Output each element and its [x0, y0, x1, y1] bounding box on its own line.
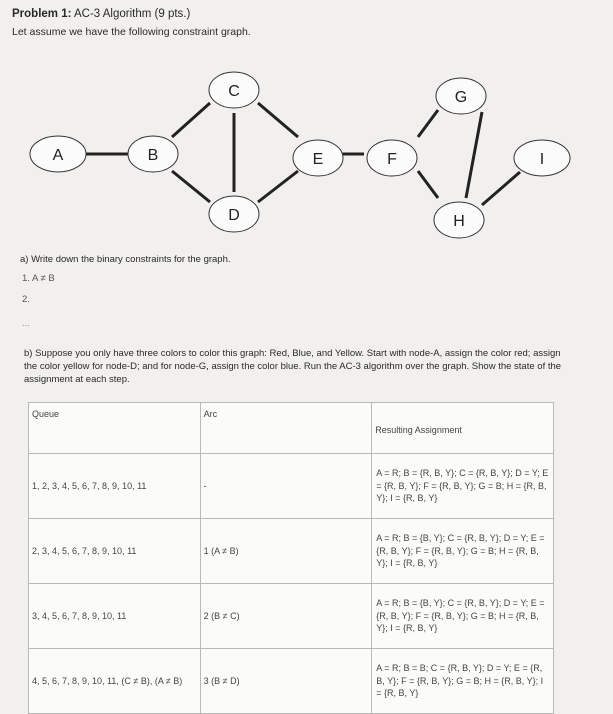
constraint-graph	[0, 60, 613, 250]
edge-b-d	[172, 171, 210, 202]
edge-f-g	[418, 110, 438, 137]
node-h-label: H	[453, 213, 465, 230]
node-e-label: E	[312, 151, 324, 168]
part-a-question: a) Write down the binary constraints for the graph.	[20, 254, 231, 265]
header-result: Resulting Assignment	[372, 403, 554, 454]
node-c-label: C	[228, 83, 240, 100]
header-queue: Queue	[29, 403, 201, 454]
part-b-question: b) Suppose you only have three colors to color this graph: Red, Blue, and Yellow. Start with node-A, assign the color red; assign the color yellow for node-D; and for node-G, assign the color blue. Run the AC-3 algorithm over the graph. Show the state of the assignment at each step.	[24, 348, 562, 385]
cell-queue: 2, 3, 4, 5, 6, 7, 8, 9, 10, 11	[29, 519, 201, 584]
table-row	[29, 519, 554, 584]
node-d-label: D	[228, 207, 240, 224]
cell-result: A = R; B = {B, Y}; C = {R, B, Y}; D = Y; E = {R, B, Y}; F = {R, B, Y}; G = B; H = {R, B, Y}; I = {R, B, Y}	[372, 584, 554, 649]
table-row	[29, 649, 554, 714]
node-i-label: I	[539, 151, 545, 168]
edge-h-i	[482, 172, 520, 205]
cell-queue: 4, 5, 6, 7, 8, 9, 10, 11, (C ≠ B), (A ≠ B)	[29, 649, 201, 714]
part-a-ellipsis: ...	[22, 318, 30, 328]
node-f-label: F	[387, 151, 397, 168]
header-arc: Arc	[200, 403, 372, 454]
edge-g-h	[466, 112, 482, 198]
edge-f-h	[418, 171, 438, 198]
cell-queue: 1, 2, 3, 4, 5, 6, 7, 8, 9, 10, 11	[29, 454, 201, 519]
cell-result: A = R; B = {B, Y}; C = {R, B, Y}; D = Y; E = {R, B, Y}; F = {R, B, Y}; G = B; H = {R, B, Y}; I = {R, B, Y}	[372, 519, 554, 584]
cell-arc: 3 (B ≠ D)	[200, 649, 372, 714]
cell-arc: -	[200, 454, 372, 519]
table-row	[29, 584, 554, 649]
ac3-table	[28, 402, 554, 714]
problem-intro: Let assume we have the following constraint graph.	[12, 26, 251, 38]
table-row	[29, 454, 554, 519]
cell-queue: 3, 4, 5, 6, 7, 8, 9, 10, 11	[29, 584, 201, 649]
edge-b-c	[172, 103, 210, 137]
edge-c-e	[258, 103, 298, 137]
part-a-answer-2: 2.	[22, 294, 30, 305]
cell-arc: 1 (A ≠ B)	[200, 519, 372, 584]
edge-d-e	[258, 171, 298, 202]
cell-arc: 2 (B ≠ C)	[200, 584, 372, 649]
cell-result: A = R; B = B; C = {R, B, Y}; D = Y; E = {R, B, Y}; F = {R, B, Y}; G = B; H = {R, B, Y}; I = {R, B, Y}	[372, 649, 554, 714]
cell-result: A = R; B = {R, B, Y}; C = {R, B, Y}; D = Y; E = {R, B, Y}; F = {R, B, Y}; G = B; H = {R, B, Y}; I = {R, B, Y}	[372, 454, 554, 519]
node-g-label: G	[454, 89, 468, 106]
problem-title: Problem 1: AC-3 Algorithm (9 pts.)	[12, 8, 191, 20]
node-b-label: B	[147, 147, 159, 164]
part-a-answer-1: 1. A ≠ B	[22, 273, 55, 284]
table-header-row	[29, 403, 554, 454]
node-a-label: A	[52, 147, 64, 164]
